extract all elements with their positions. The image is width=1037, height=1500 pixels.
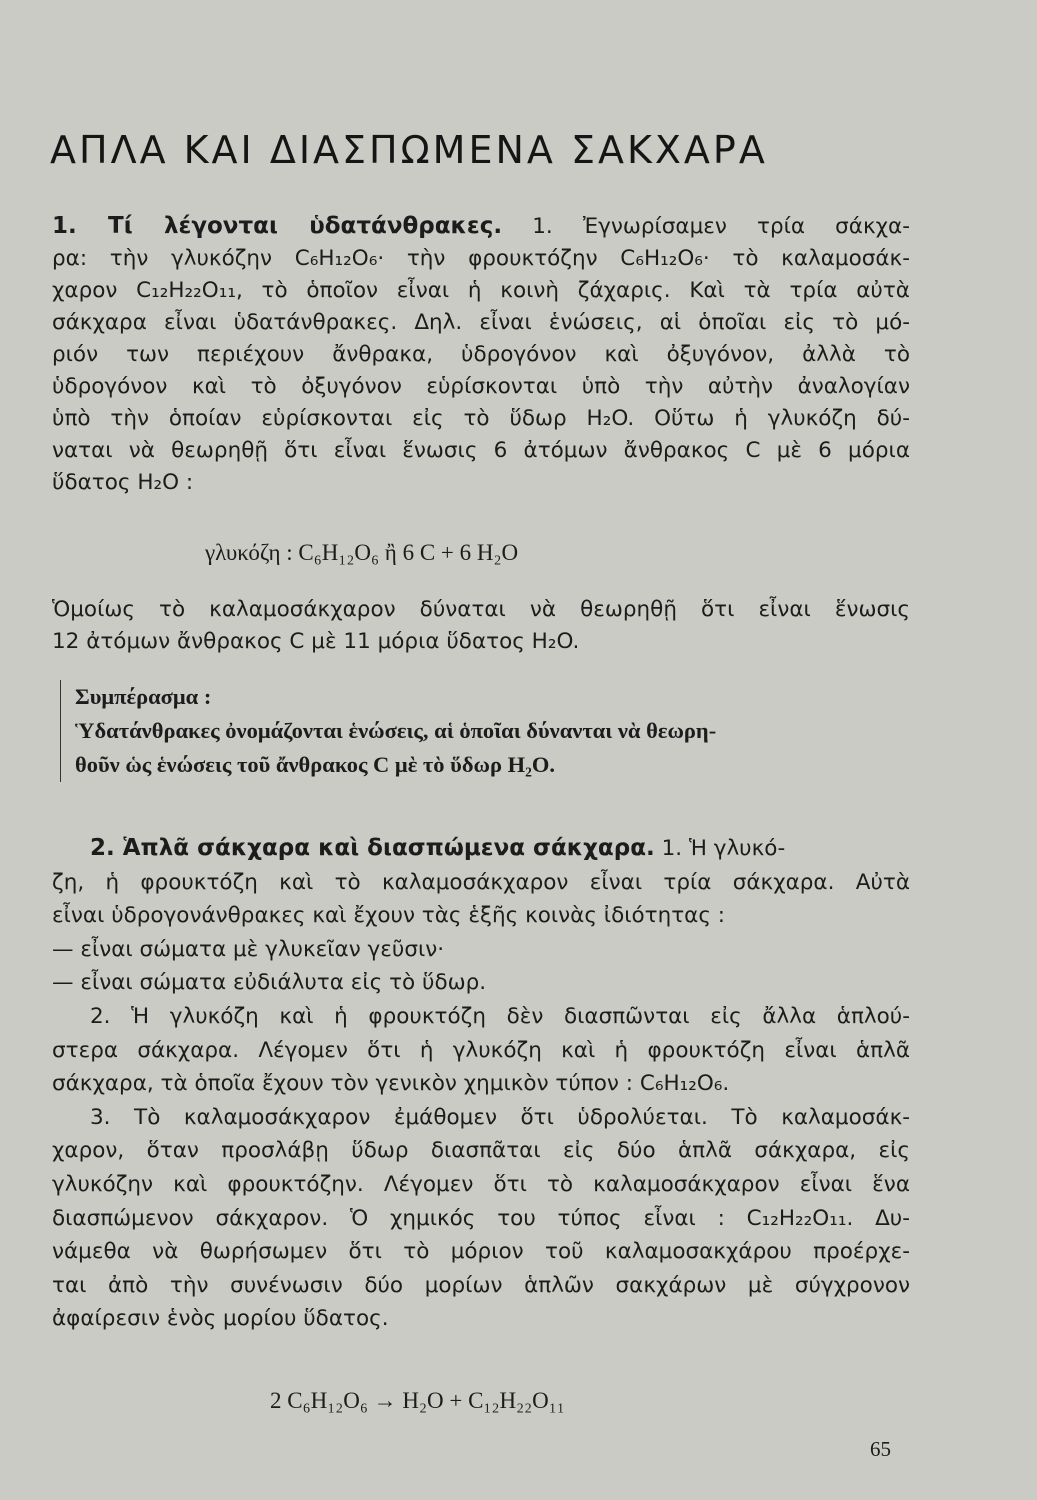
section-1-line: ὕδατος H₂O : <box>52 470 194 495</box>
section-2-line: ζη, ἡ φρουκτόζη καὶ τὸ καλαμοσάκχαρον εἶναι τρία σάκχαρα. Αὐτὰ <box>52 869 910 895</box>
section-1-line: 1. Τί λέγονται ὑδατάνθρακες. 1. Ἐγνωρίσαμεν τρία σάκχα- <box>52 213 910 239</box>
section-1-continued <box>52 594 910 658</box>
section-1 <box>52 210 910 499</box>
section-1-line: χαρον C₁₂H₂₂O₁₁, τὸ ὁποῖον εἶναι ἡ κοινὴ ζάχαρις. Καὶ τὰ τρία αὐτὰ <box>52 278 910 303</box>
section-1-line: Ὁμοίως τὸ καλαμοσάκχαρον δύναται νὰ θεωρηθῇ ὅτι εἶναι ἕνωσις <box>52 597 910 622</box>
section-2-line: χαρον, ὅταν προσλάβῃ ὕδωρ διασπᾶται εἰς δύο ἁπλᾶ σάκχαρα, εἰς <box>52 1138 910 1164</box>
section-2-line: γλυκόζην καὶ φρουκτόζην. Λέγομεν ὅτι τὸ καλαμοσάκχαρον εἶναι ἕνα <box>52 1171 910 1197</box>
section-2-line: σάκχαρα, τὰ ὁποῖα ἔχουν τὸν γενικὸν χημικὸν τύπον : C₆H₁₂O₆. <box>52 1071 730 1097</box>
section-2-line: ἀφαίρεσιν ἑνὸς μορίου ὕδατος. <box>52 1306 389 1332</box>
page-number: 65 <box>870 1437 891 1461</box>
section-1-line: ὑπὸ τὴν ὁποίαν εὑρίσκονται εἰς τὸ ὕδωρ H₂O. Οὕτω ἡ γλυκόζη δύ- <box>52 406 910 431</box>
section-1-heading: 1. Τί λέγονται ὑδατάνθρακες. <box>52 213 503 239</box>
section-2-line: 2. Ἡ γλυκόζη καὶ ἡ φρουκτόζη δὲν διασπῶνται εἰς ἄλλα ἁπλού- <box>90 1003 910 1029</box>
section-2-list-item: — εἶναι σώματα μὲ γλυκεῖαν γεῦσιν· <box>52 936 445 962</box>
section-2-line: 3. Τὸ καλαμοσάκχαρον ἐμάθομεν ὅτι ὑδρολύεται. Τὸ καλαμοσάκ- <box>90 1104 910 1130</box>
section-2-line: νάμεθα νὰ θωρήσωμεν ὅτι τὸ μόριον τοῦ καλαμοσακχάρου προέρχε- <box>52 1239 910 1265</box>
section-1-line: 12 ἀτόμων ἄνθρακος C μὲ 11 μόρια ὕδατος H₂O. <box>52 629 580 654</box>
section-2-line: 2. Ἁπλᾶ σάκχαρα καὶ διασπώμενα σάκχαρα. 1. Ἡ γλυκό- <box>90 835 786 861</box>
conclusion-label: Συμπέρασμα : <box>75 684 212 709</box>
conclusion-line: θοῦν ὡς ἑνώσεις τοῦ ἄνθρακος C μὲ τὸ ὕδωρ H₂O. <box>75 752 556 777</box>
section-2-list-item: — εἶναι σώματα εὐδιάλυτα εἰς τὸ ὕδωρ. <box>52 970 487 996</box>
section-1-line: σάκχαρα εἶναι ὑδατάνθρακες. Δηλ. εἶναι ἑνώσεις, αἱ ὁποῖαι εἰς τὸ μό- <box>52 310 910 335</box>
sucrose-reaction-formula: 2 C₆H₁₂O₆ → H₂O + C₁₂H₂₂O₁₁ <box>270 1388 565 1413</box>
glucose-formula: γλυκόζη : C₆H₁₂O₆ ἢ 6 C + 6 H₂O <box>205 540 519 565</box>
section-2-heading: 2. Ἁπλᾶ σάκχαρα καὶ διασπώμενα σάκχαρα. <box>90 835 655 861</box>
section-2-line: εἶναι ὑδρογονάνθρακες καὶ ἔχουν τὰς ἑξῆς κοινὰς ἰδιότητας : <box>52 903 726 929</box>
section-1-line: ναται νὰ θεωρηθῇ ὅτι εἶναι ἕνωσις 6 ἀτόμων ἄνθρακος C μὲ 6 μόρια <box>52 438 910 463</box>
section-1-line: ὑδρογόνον καὶ τὸ ὀξυγόνον εὑρίσκονται ὑπὸ τὴν αὐτὴν ἀναλογίαν <box>52 374 910 399</box>
section-1-line: ρα: τὴν γλυκόζην C₆H₁₂O₆· τὴν φρουκτόζην C₆H₁₂O₆· τὸ καλαμοσάκ- <box>52 246 910 271</box>
section-1-line: ριόν των περιέχουν ἄνθρακα, ὑδρογόνον καὶ ὀξυγόνον, ἀλλὰ τὸ <box>52 342 910 367</box>
section-2-line: στερα σάκχαρα. Λέγομεν ὅτι ἡ γλυκόζη καὶ ἡ φρουκτόζη εἶναι ἁπλᾶ <box>52 1037 910 1063</box>
section-2 <box>52 832 910 1336</box>
conclusion-line: Ὑδατάνθρακες ὀνομάζονται ἑνώσεις, αἱ ὁποῖαι δύνανται νὰ θεωρη- <box>75 718 717 743</box>
conclusion-box <box>60 680 931 782</box>
section-2-line: διασπώμενον σάκχαρον. Ὁ χημικός του τύπος εἶναι : C₁₂H₂₂O₁₁. Δυ- <box>52 1205 910 1231</box>
section-2-line: ται ἀπὸ τὴν συνένωσιν δύο μορίων ἁπλῶν σακχάρων μὲ σύγχρονον <box>52 1272 910 1298</box>
page-title: ΑΠΛΑ ΚΑΙ ΔΙΑΣΠΩΜΕΝΑ ΣΑΚΧΑΡΑ <box>50 128 768 172</box>
